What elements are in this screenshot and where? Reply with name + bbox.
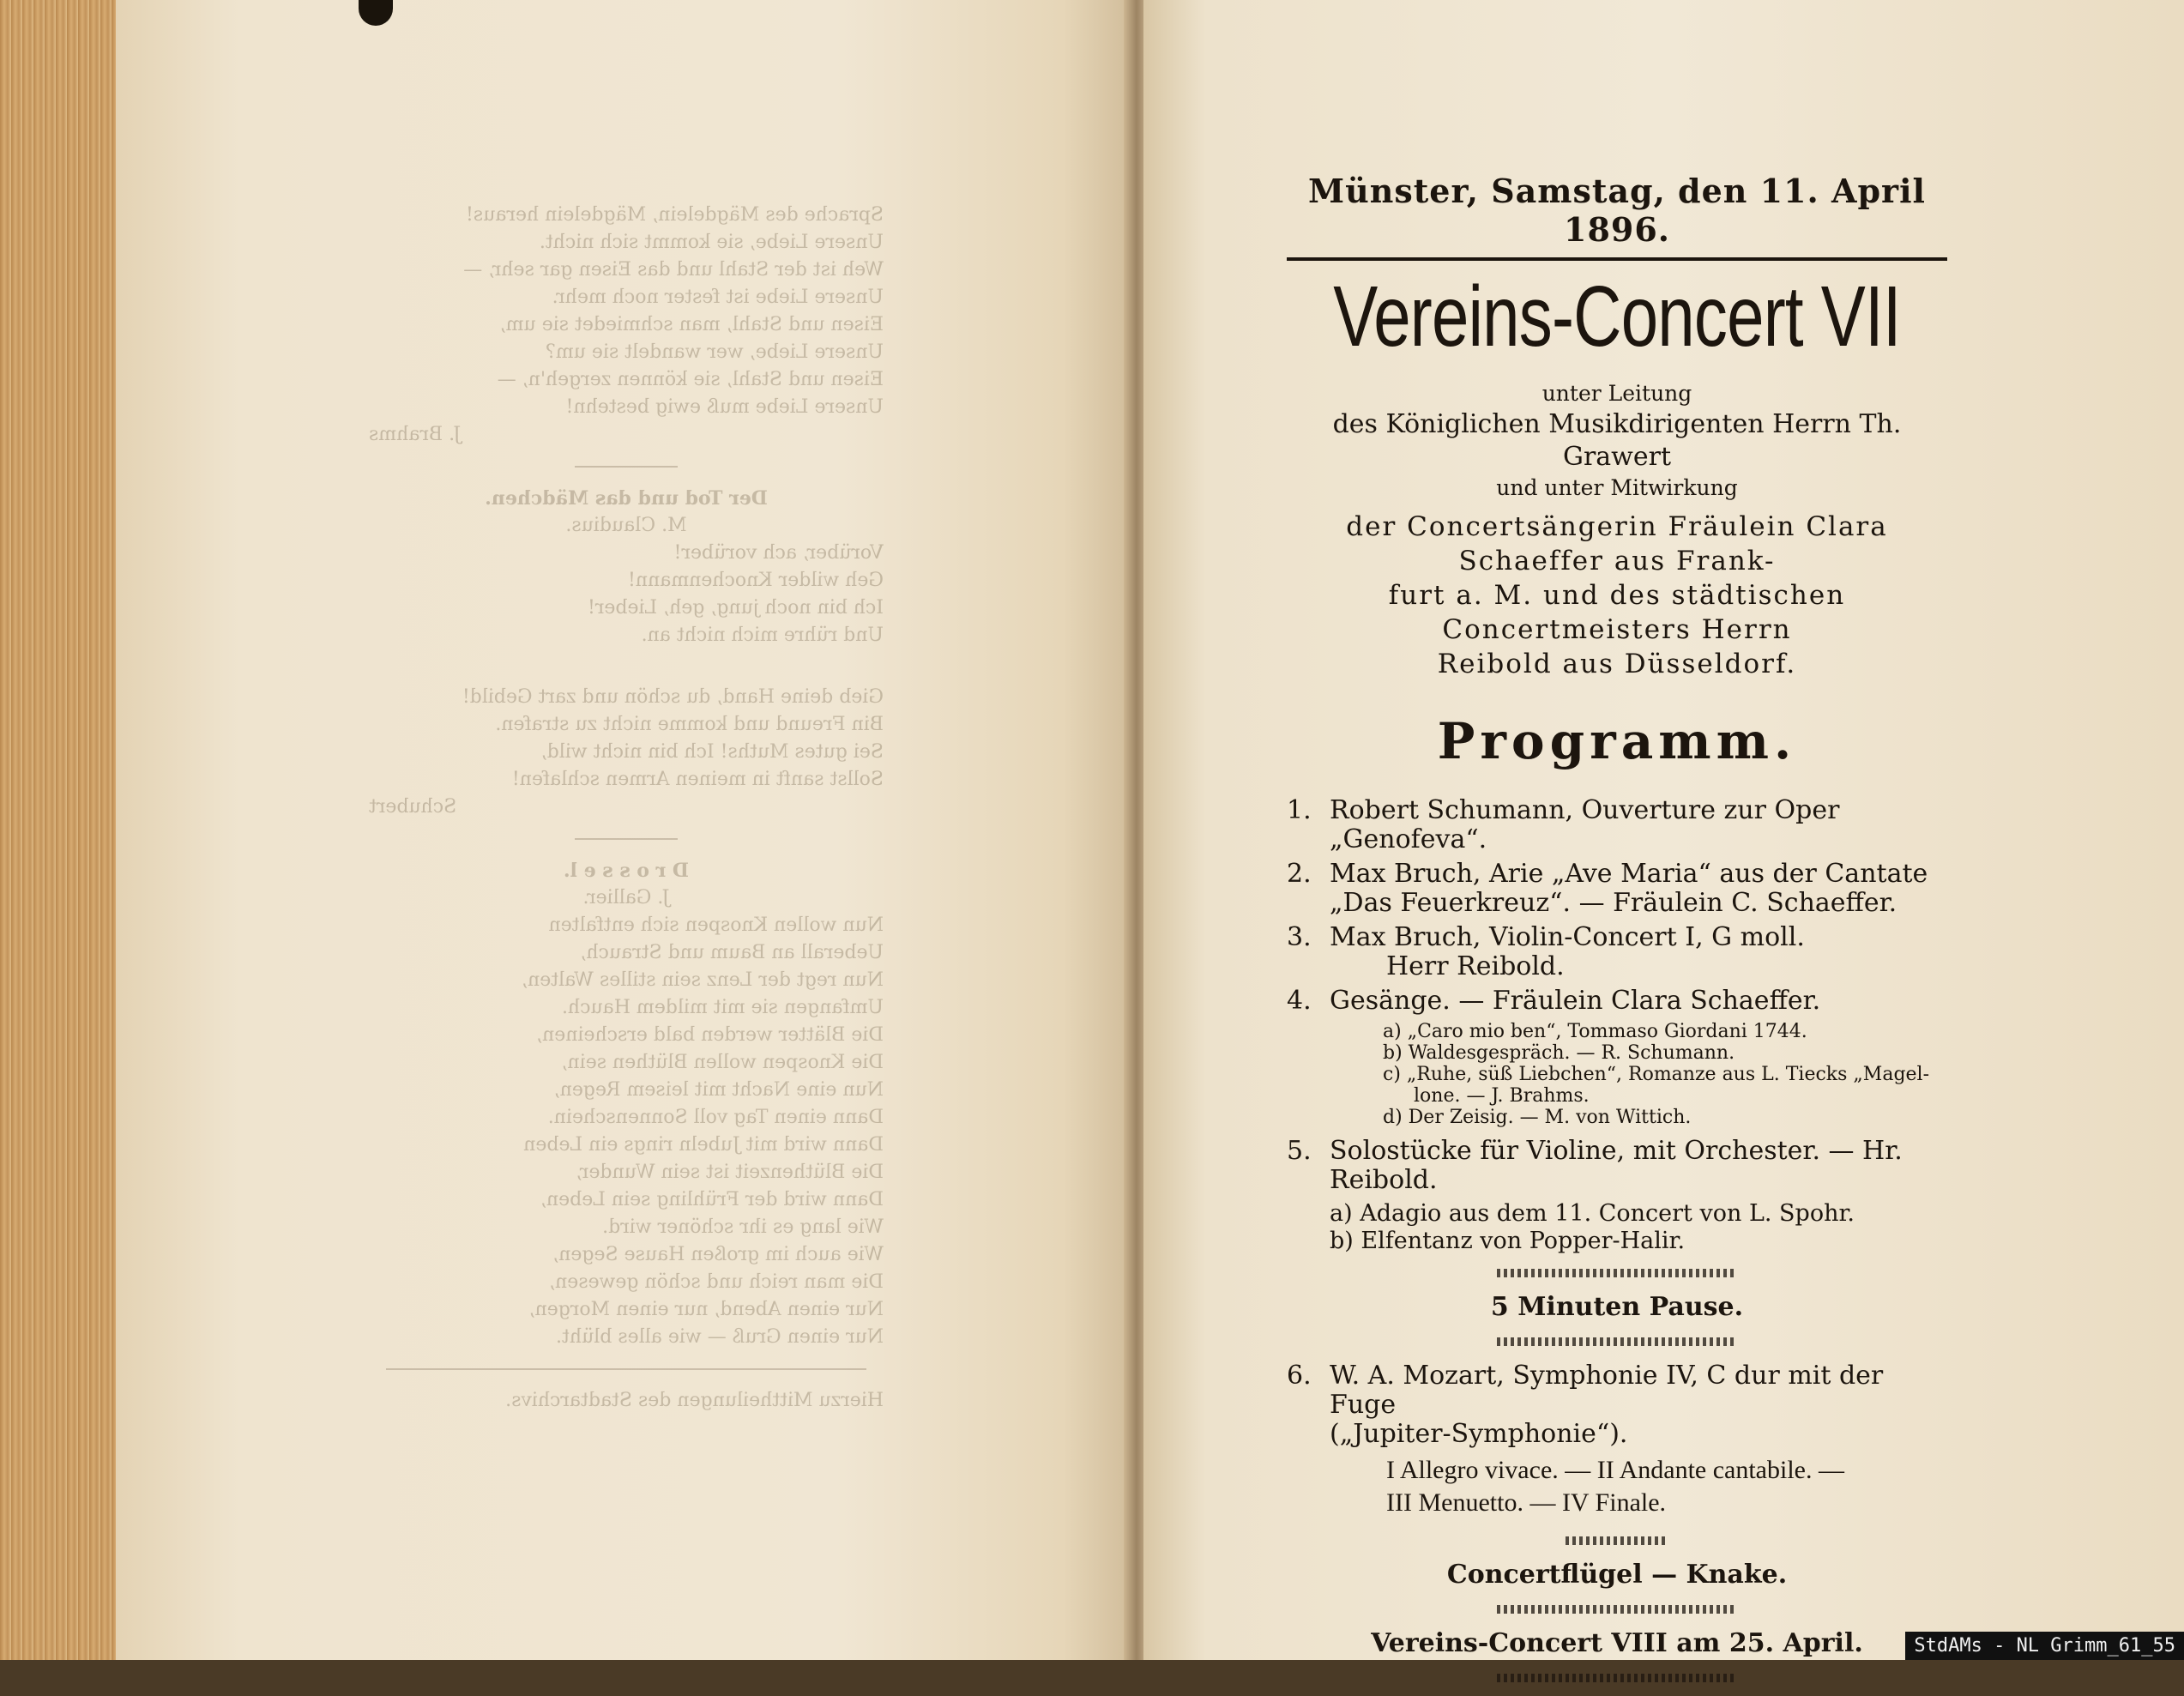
program-item-5 [1287,1137,1947,1195]
archive-caption: StdAMs - NL Grimm_61_55 [1905,1632,2184,1660]
bleed-line: Ueberall an Baum und Strauch, [580,942,884,963]
item-text: Max Bruch, Arie „Ave Maria“ aus der Cantate [1330,859,1928,889]
item-text: W. A. Mozart, Symphonie IV, C dur mit der Fuge [1330,1361,1884,1420]
item-text: Robert Schumann, Ouverture zur Oper „Genofeva“. [1330,795,1840,854]
left-page-bleed-through [369,202,884,1411]
bleed-subtitle: J. Gallier. [582,887,670,908]
bleed-block-3 [369,857,884,1351]
concertfluegel-line: Concertflügel — Knake. [1446,1560,1788,1590]
dateline: Münster, Samstag, den 11. April 1896. [1287,172,1947,261]
bleed-line: Umfangen sie mit mildem Hauch. [561,997,884,1018]
programm-heading: Programm. [1437,712,1797,770]
item-number: 5. [1287,1136,1312,1166]
program-item-2 [1287,860,1947,918]
bleed-line: Dann einen Tag voll Sonnenschein. [547,1107,884,1128]
bleed-line: Dann wird mit Jubeln rings ein Leben [523,1134,884,1156]
bleed-line: Wie lang es ihr schöner wird. [602,1216,884,1238]
performers-line-2: furt a. M. und des städtischen Concertmeisters Herrn [1388,580,1846,645]
song-line: lone. — J. Brahms. [1414,1085,1590,1107]
bleed-line: Geh wilder Knochenmann! [628,570,884,591]
bleed-title: Der Tod und das Mädchen. [485,487,768,510]
bleed-rule [575,838,678,840]
bleed-line: Gieb deine Hand, du schön und zart Gebild! [462,686,884,708]
item-text: Herr Reibold. [1386,951,1565,981]
item-number: 1. [1287,795,1312,825]
song-line: c) „Ruhe, süß Liebchen“, Romanze aus L. Tiecks „Magel- [1383,1064,1930,1085]
bleed-line: Sprache des Mägdelein, Mägdelein heraus! [466,204,884,226]
program-item-3 [1287,923,1947,981]
bleed-line: Nur einen Gruß — wie alles blüht. [556,1326,884,1348]
bleed-line: Unsere Liebe, wer wandelt sie um? [546,341,884,363]
concert-program [1287,172,1947,1696]
songs-list [1287,1021,1947,1128]
bleed-line: Eisen und Stahl, sie können zergeh'n, — [497,369,884,390]
bleed-line: Nun eine Nacht mit leisem Regen, [553,1079,884,1101]
conductor-line: des Königlichen Musikdirigenten Herrn Th. Grawert [1332,409,1902,472]
concert-title: Vereins-Concert VII [1333,269,1901,365]
bleed-line: Weh ist der Stahl und das Eisen gar sehr, — [463,259,884,281]
bleed-block-2 [369,485,884,821]
ornamental-rule [1497,1269,1737,1277]
mitwirkung-label: und unter Mitwirkung [1496,475,1738,500]
bleed-line: Wie auch im großen Hause Segen, [552,1244,884,1265]
bleed-line: Die Blätter werden bald erscheinen, [536,1024,884,1046]
performers-line-3: Reibold aus Düsseldorf. [1437,649,1797,679]
ornamental-rule [1566,1536,1668,1545]
bleed-line: Unsere Liebe, sie kommt sich nicht. [539,232,884,253]
bleed-line: Nun wollen Knospen sich entfalten [548,914,884,936]
program-item-1 [1287,796,1947,854]
bleed-line: Unsere Liebe ist fester noch mehr. [552,287,884,308]
pause-line: 5 Minuten Pause. [1490,1292,1744,1322]
solo-sub: b) Elfentanz von Popper-Halir. [1330,1228,1686,1254]
bleed-line: Sei gutes Muths! Ich bin nicht wild, [540,741,884,763]
bleed-line: Unsere Liebe muß ewig bestehn! [565,396,884,418]
program-item-4 [1287,987,1947,1016]
bleed-line: Und rühre mich nicht an. [641,625,884,646]
bleed-rule [575,466,678,468]
item-text: „Das Feuerkreuz“. — Fräulein C. Schaeffer. [1330,888,1897,918]
item-number: 4. [1287,986,1312,1016]
bleed-line: Vorüber, ach vorüber! [673,542,884,564]
bleed-line: Nur einen Abend, nur einen Morgen, [528,1299,884,1320]
item-text: Solostücke für Violine, mit Orchester. — Hr. Reibold. [1330,1136,1903,1195]
bleed-rule [386,1368,866,1370]
ornamental-rule [1497,1337,1737,1346]
ornamental-rule [1497,1605,1737,1614]
item-text: Gesänge. — Fräulein Clara Schaeffer. [1330,986,1821,1016]
item-number: 3. [1287,922,1312,952]
solo-sub: a) Adagio aus dem 11. Concert von L. Spohr. [1330,1200,1855,1227]
item-number: 2. [1287,859,1312,889]
bleed-line: Sollst sanft in meinen Armen schlafen! [511,769,884,790]
ornamental-rule [1497,1674,1737,1682]
song-line: b) Waldesgespräch. — R. Schumann. [1383,1042,1735,1064]
bleed-line: Die man reich und schön gewesen, [549,1271,884,1293]
program-item-6 [1287,1361,1947,1449]
bleed-block-1 [369,202,884,449]
leitung-label: unter Leitung [1541,381,1692,406]
item-text: („Jupiter-Symphonie“). [1330,1419,1628,1449]
bleed-line: Dann wird der Frühling sein Leben, [540,1189,884,1210]
bleed-line: Nun regt der Lenz sein stilles Walten, [522,969,884,991]
performers-line-1: der Concertsängerin Fräulein Clara Schaeffer aus Frank- [1346,511,1888,576]
bleed-line: Eisen und Stahl, man schmiedet sie um, [499,314,884,335]
bleed-footer: Hierzu Mittheilungen des Stadtarchivs. [505,1390,884,1411]
movements-line: III Menuetto. — IV Finale. [1386,1488,1667,1517]
bleed-credit: Schubert [369,796,457,818]
item-number: 6. [1287,1361,1312,1391]
page-edges [0,0,129,1660]
movements-line: I Allegro vivace. — II Andante cantabile. — [1386,1456,1844,1484]
bleed-credit: J. Brahms [369,424,462,445]
bleed-title: D r o s s e l. [563,860,690,882]
song-line: d) Der Zeisig. — M. von Wittich. [1383,1107,1692,1128]
bleed-line: Die Knospen wollen Blüthen sein, [561,1052,884,1073]
next-concert-line: Vereins-Concert VIII am 25. April. [1371,1628,1863,1658]
item-text: Max Bruch, Violin-Concert I, G moll. [1330,922,1805,952]
bleed-line: Die Blüthenzeit ist sein Wunder, [576,1162,884,1183]
song-line: a) „Caro mio ben“, Tommaso Giordani 1744. [1383,1021,1807,1042]
bleed-subtitle: M. Claudius. [565,515,687,536]
bleed-line: Ich bin noch jung, geh, Lieber! [588,597,884,619]
bleed-line: Bin Freund und komme nicht zu strafen. [495,714,884,735]
